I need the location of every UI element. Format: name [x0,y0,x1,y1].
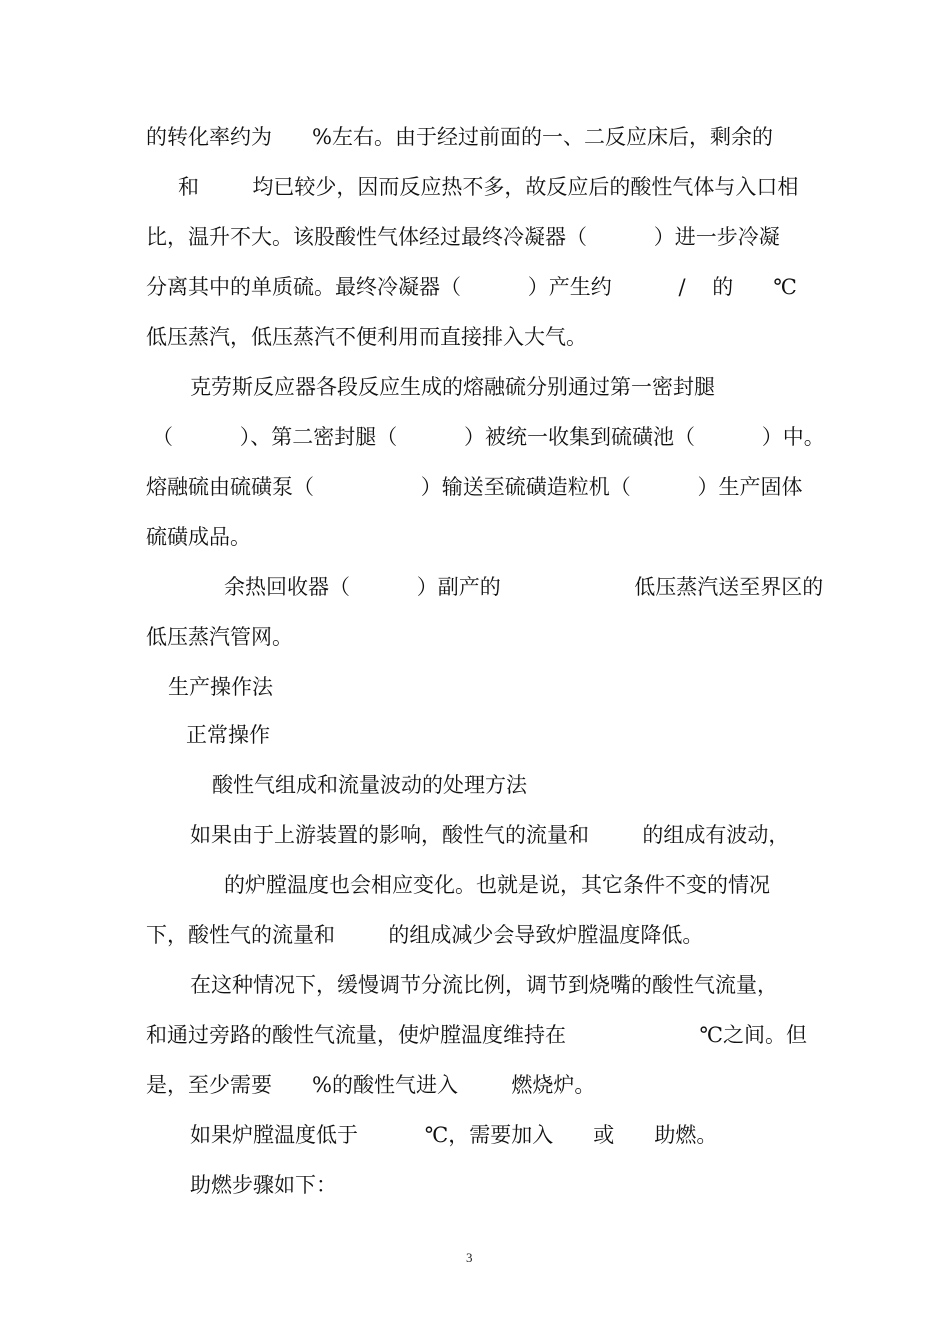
text-line: 的转化率约为 %左右。由于经过前面的一、二反应床后，剩余的 [146,125,774,149]
text-line: 的炉膛温度也会相应变化。也就是说，其它条件不变的情况 [224,873,770,897]
page-number: 3 [466,1250,473,1265]
text-line: 和通过旁路的酸性气流量，使炉膛温度维持在 ℃之间。但 [146,1023,807,1047]
text-line: 克劳斯反应器各段反应生成的熔融硫分别通过第一密封腿 [190,375,715,399]
section-heading: 生产操作法 [168,675,273,699]
text-line: 和 均已较少，因而反应热不多，故反应后的酸性气体与入口相 [178,175,799,199]
subsubsection-heading: 酸性气组成和流量波动的处理方法 [212,773,527,797]
text-line: 分离其中的单质硫。最终冷凝器（ ）产生约 / 的 ℃ [146,275,797,299]
text-line: 助燃步骤如下： [190,1173,337,1197]
text-line: 硫磺成品。 [146,525,251,549]
subsection-heading: 正常操作 [186,723,270,747]
text-line: 低压蒸汽，低压蒸汽不便利用而直接排入大气。 [146,325,587,349]
text-line: 比，温升不大。该股酸性气体经过最终冷凝器（ ）进一步冷凝 [146,225,780,249]
text-line: 余热回收器（ ）副产的 低压蒸汽送至界区的 [224,575,824,599]
text-line: 下，酸性气的流量和 的组成减少会导致炉膛温度降低。 [146,923,704,947]
text-line: 低压蒸汽管网。 [146,625,293,649]
text-line: （ ）、第二密封腿（ ）被统一收集到硫磺池（ ）中。 [152,425,825,449]
text-line: 如果炉膛温度低于 ℃，需要加入 或 助燃。 [190,1123,718,1147]
text-line: 如果由于上游装置的影响，酸性气的流量和 的组成有波动， [190,823,790,847]
text-line: 熔融硫由硫磺泵（ ）输送至硫磺造粒机（ ）生产固体 [146,475,803,499]
text-line: 是，至少需要 %的酸性气进入 燃烧炉。 [146,1073,596,1097]
text-line: 在这种情况下，缓慢调节分流比例，调节到烧嘴的酸性气流量， [190,973,778,997]
